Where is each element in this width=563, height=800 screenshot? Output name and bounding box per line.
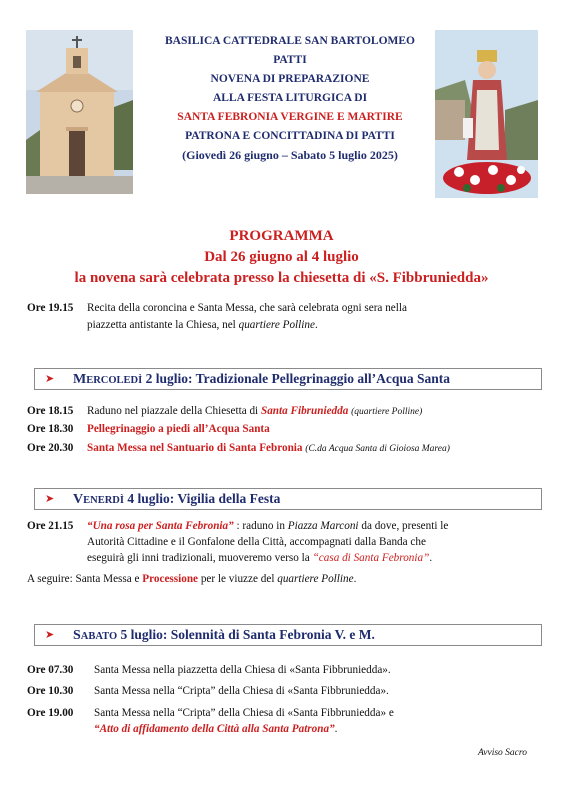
note: (quartiere Polline) — [351, 407, 423, 417]
sec3-row-3-cont — [94, 721, 337, 737]
place: quartiere Polline — [277, 573, 354, 585]
text: per le viuzze del — [198, 573, 278, 585]
header-block — [150, 32, 430, 165]
text: Santa Messa nella “Cripta” della Chiesa di «Santa Fibbruniedda». — [94, 685, 389, 697]
text: Santa Messa nella “Cripta” della Chiesa di «Santa Fibbruniedda» e — [94, 707, 394, 719]
sec3-row-2 — [27, 683, 389, 699]
sec1-row-2 — [27, 421, 270, 437]
intro-text-2b: quartiere Polline — [238, 319, 315, 331]
saint-name: SANTA FEBRONIA VERGINE E MARTIRE — [177, 111, 403, 123]
programma-dates: Dal 26 giugno al 4 luglio — [204, 249, 359, 265]
sec2-line-3 — [87, 550, 432, 566]
time: Ore 18.30 — [27, 423, 74, 435]
processione: Processione — [142, 573, 199, 585]
programma-title: PROGRAMMA — [229, 228, 334, 244]
intro-text-2c: . — [314, 319, 318, 331]
day-rest: ABATO — [80, 631, 118, 642]
time: Ore 20.30 — [27, 442, 74, 454]
sec2-seguire — [27, 571, 356, 587]
day-cap: M — [73, 372, 87, 387]
sec3-row-1 — [27, 662, 391, 678]
text: . — [429, 552, 433, 564]
text: Autorità Cittadine e il Gonfalone della Città, accompagnati dalla Banda che — [87, 536, 426, 548]
sec2-line-1 — [27, 518, 448, 534]
arrow-icon: ➤ — [45, 492, 55, 505]
intro-text-2a: piazzetta antistante la Chiesa, nel — [87, 319, 239, 331]
day-rest: ENERDÌ — [83, 495, 124, 506]
basilica-title: BASILICA CATTEDRALE SAN BARTOLOMEO — [165, 35, 415, 47]
intro-time: Ore 19.15 — [27, 302, 74, 314]
text: : raduno in — [233, 520, 288, 532]
text: Santa Messa nel Santuario di Santa Febronia — [87, 442, 303, 454]
text: Santa Messa nella piazzetta della Chiesa di «Santa Fibbruniedda». — [94, 664, 391, 676]
day-cap: V — [73, 492, 84, 507]
day-rest: ERCOLEDÌ — [86, 375, 143, 386]
sec3-row-3 — [27, 705, 394, 721]
section-mercoledi-heading — [34, 368, 542, 390]
saint-statue-photo — [435, 30, 538, 198]
sec1-row-3 — [27, 440, 450, 457]
festa-subtitle: ALLA FESTA LITURGICA DI — [212, 92, 368, 104]
programma-subtitle: la novena sarà celebrata presso la chiesetta di «S. Fibbruniedda» — [74, 270, 489, 286]
section-heading-text: 4 luglio: Vigilia della Festa — [123, 491, 281, 506]
signature: Avviso Sacro — [478, 748, 527, 758]
novena-title: NOVENA DI PREPARAZIONE — [210, 73, 370, 85]
time: Ore 19.00 — [27, 707, 74, 719]
text: Raduno nel piazzale della Chiesetta di — [87, 405, 261, 417]
quote: “Atto di affidamento della Città alla Santa Patrona” — [94, 723, 335, 735]
section-heading-text: 2 luglio: Tradizionale Pellegrinaggio all’Acqua Santa — [142, 371, 450, 386]
section-sabato-heading — [34, 624, 542, 646]
arrow-icon: ➤ — [45, 372, 55, 385]
quote: “casa di Santa Febronia” — [312, 552, 430, 564]
section-heading-text: 5 luglio: Solennità di Santa Febronia V. e M. — [117, 627, 375, 642]
text: da dove, presenti le — [358, 520, 449, 532]
text: Pellegrinaggio a piedi all’Acqua Santa — [87, 423, 270, 435]
text: . — [334, 723, 338, 735]
time: Ore 07.30 — [27, 664, 74, 676]
intro-line-1 — [27, 300, 407, 316]
text: eseguirà gli inni tradizionali, muoveremo verso la — [87, 552, 313, 564]
time: Ore 21.15 — [27, 520, 74, 532]
arrow-icon: ➤ — [45, 628, 55, 641]
quote: “Una rosa per Santa Febronia” — [87, 520, 234, 532]
place: Piazza Marconi — [287, 520, 359, 532]
text: A seguire: Santa Messa e — [27, 573, 143, 585]
day-cap: S — [73, 628, 81, 643]
place: Santa Fibruniedda — [260, 405, 349, 417]
intro-text-1: Recita della coroncina e Santa Messa, che sarà celebrata ogni sera nella — [87, 302, 407, 314]
sec1-row-1 — [27, 403, 422, 420]
note: (C.da Acqua Santa di Gioiosa Marea) — [305, 444, 450, 454]
text: . — [353, 573, 357, 585]
date-range: (Giovedì 26 giugno – Sabato 5 luglio 2025) — [182, 148, 398, 162]
section-venerdi-heading — [34, 488, 542, 510]
time: Ore 10.30 — [27, 685, 74, 697]
city-name: PATTI — [273, 54, 307, 66]
patrona-line: PATRONA E CONCITTADINA DI PATTI — [185, 130, 395, 142]
sec2-line-2 — [87, 534, 426, 550]
time: Ore 18.15 — [27, 405, 74, 417]
church-photo — [26, 30, 133, 194]
intro-line-2 — [87, 317, 318, 333]
